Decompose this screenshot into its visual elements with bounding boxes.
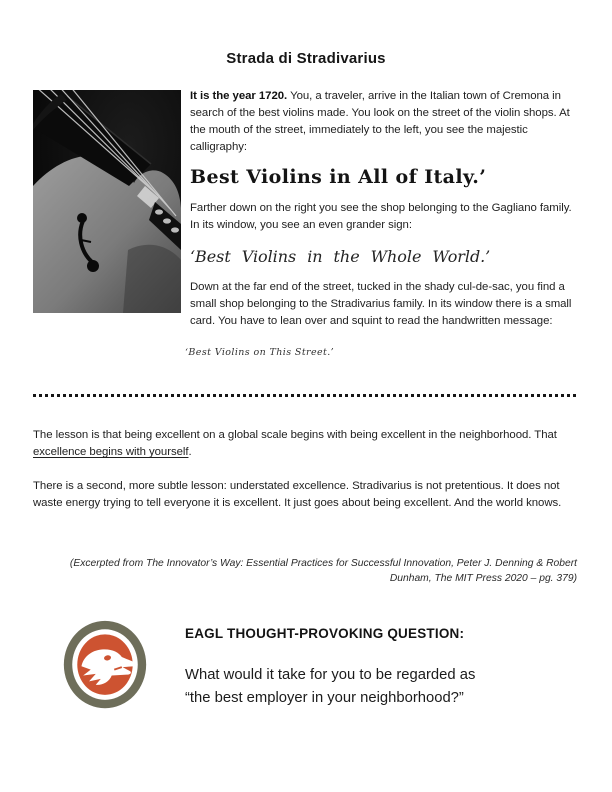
eagle-badge-icon: [63, 620, 147, 710]
eagl-text-block: [185, 620, 475, 710]
lesson-paragraph-1: [33, 427, 577, 461]
eagl-section: [63, 620, 577, 710]
sign-best-violins-street: ‘Best Violins on This Street.’: [185, 347, 335, 358]
story-section: [33, 88, 577, 361]
citation: (Excerpted from The Innovator’s Way: Essential Practices for Successful Innovation, Peter J. Denning & Robert Dunham, The MIT Press 2020 – pg. 379): [69, 558, 577, 584]
eagl-question: [185, 664, 475, 710]
story-lead-bold: It is the year 1720.: [190, 90, 288, 102]
violin-image-icon: [33, 90, 181, 313]
lesson-underlined-phrase: excellence begins with yourself: [33, 446, 189, 458]
lesson-p1-start: The lesson is that being excellent on a global scale begins with being excellent in the neighborhood. That: [33, 429, 557, 441]
lesson-section: [33, 427, 577, 512]
story-paragraph-1-text: You, a traveler, arrive in the Italian town of Cremona in search of the best violins made. You look on the street of the violin shops. At the mouth of the street, immediately to the left, you see the majestic calligraphy:: [190, 90, 570, 153]
eagl-question-line-2: “the best employer in your neighborhood?”: [185, 690, 464, 706]
page-title: Strada di Stradivarius: [226, 50, 386, 67]
story-paragraph-2: Farther down on the right you see the shop belonging to the Gagliano family. In its window, you see an even grander sign:: [190, 202, 572, 231]
violin-photo: [33, 90, 181, 313]
eagl-heading: EAGL THOUGHT-PROVOKING QUESTION:: [185, 626, 465, 641]
dotted-divider: [33, 394, 577, 397]
eagl-logo: [63, 620, 147, 710]
lesson-paragraph-2: There is a second, more subtle lesson: understated excellence. Stradivarius is not pretentious. It does not waste energy trying to tell everyone it is excellent. It just goes about being excellent. And the world knows.: [33, 480, 562, 509]
sign-best-violins-italy: Best Violins in All of Italy.’: [190, 166, 487, 188]
lesson-p1-end: .: [188, 446, 192, 458]
eagl-question-line-1: What would it take for you to be regarded as: [185, 667, 476, 683]
story-paragraph-3: Down at the far end of the street, tucked in the shady cul-de-sac, you find a small shop belonging to the Stradivarius family. In its window there is a small card. You have to lean over and squint to read the handwritten message:: [190, 281, 572, 327]
sign-best-violins-world: ‘Best Violins in the Whole World.’: [190, 247, 491, 266]
